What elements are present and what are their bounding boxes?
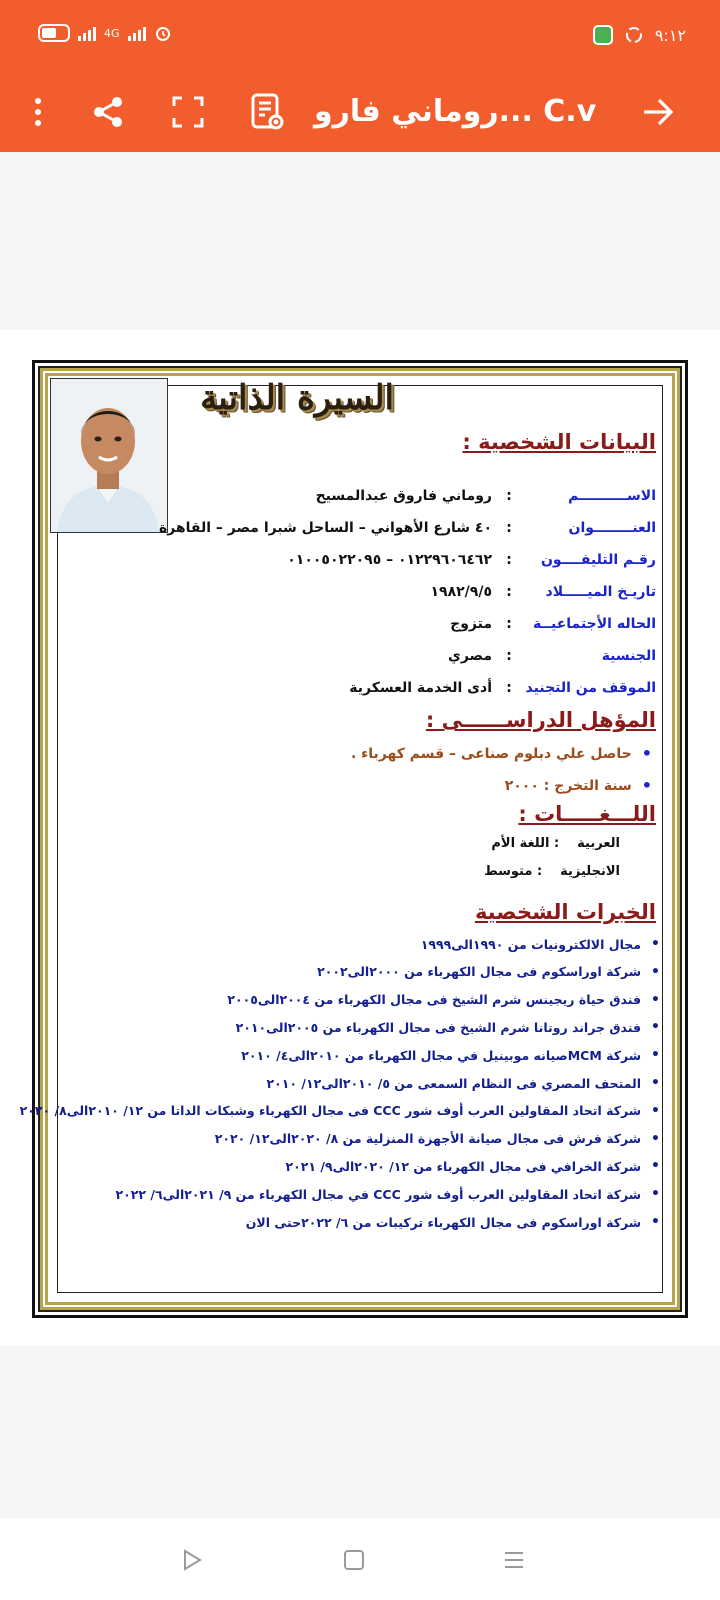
network-type: 4G <box>104 26 120 40</box>
bullet-icon: • <box>651 1130 660 1147</box>
education-heading: المؤهل الدراســــــى : <box>425 708 656 732</box>
experience-item-text: فندق حياة ريجينس شرم الشيخ فى مجال الكهرباء من ٢٠٠٤الى٢٠٠٥ <box>227 992 642 1008</box>
bullet-icon: • <box>651 1186 660 1203</box>
personal-row <box>136 612 656 636</box>
experience-item <box>286 1158 660 1174</box>
personal-row-separator: : <box>506 488 512 504</box>
experience-item-text: فندق جراند روتانا شرم الشيخ فى مجال الكهرباء من ٢٠٠٥الى٢٠١٠ <box>235 1019 642 1035</box>
bullet-icon: • <box>641 744 652 763</box>
bullet-icon: • <box>651 1158 660 1175</box>
signal-icon-2 <box>128 25 146 41</box>
navigation-bar <box>0 1518 720 1600</box>
personal-heading: البيانات الشخصية : <box>462 430 656 454</box>
personal-row-separator: : <box>506 520 512 536</box>
personal-row-value: ٠١٢٢٩٦٠٦٤٦٢ – ٠١٠٠٥٠٢٢٠٩٥ <box>287 552 492 568</box>
language-name: الانجليزية <box>560 864 620 879</box>
back-nav-icon[interactable] <box>170 1538 214 1582</box>
personal-row-separator: : <box>506 584 512 600</box>
share-icon[interactable] <box>82 86 134 138</box>
profile-photo <box>50 378 168 533</box>
bullet-icon: • <box>651 1214 660 1230</box>
app-notification-icon <box>593 25 613 45</box>
personal-row-label: الحاله الأجتماعيــة <box>532 616 656 632</box>
personal-row-label: العنــــــــوان <box>568 520 656 536</box>
personal-row-value: أدى الخدمة العسكرية <box>349 680 492 696</box>
recents-nav-icon[interactable] <box>492 1538 536 1582</box>
experience-item-text: شركة MCMصيانه موبينيل في مجال الكهرباء من ٢٠١٠الى٤/ ٢٠١٠ <box>241 1047 642 1063</box>
personal-row <box>136 580 656 604</box>
experience-item-text: المتحف المصري فى النظام السمعى من ٥/ ٢٠١٠الى١٢/ ٢٠١٠ <box>266 1075 642 1091</box>
personal-row-label: تاريـخ الميـــــلاد <box>545 584 656 600</box>
document-page[interactable] <box>0 330 720 1346</box>
experience-item <box>246 1214 660 1230</box>
education-item-text: سنة التخرج : ٢٠٠٠ <box>504 777 632 794</box>
sync-icon <box>623 24 645 46</box>
education-item <box>351 744 652 763</box>
experience-item <box>317 964 660 980</box>
personal-row-label: رقـم التليفــــون <box>540 552 656 568</box>
clock: ٩:١٢ <box>654 25 686 45</box>
bullet-icon: • <box>651 1047 660 1064</box>
personal-row-separator: : <box>506 552 512 568</box>
personal-row-separator: : <box>506 648 512 664</box>
status-right <box>593 24 686 46</box>
experience-item-text: شركة اتحاد المقاولين العرب أوف شور CCC فى مجال الكهرباء وشبكات الداتا من ١٢/ ٢٠١٠الى٨/ ٢٠٢٠ <box>19 1103 642 1119</box>
experience-item <box>267 1075 660 1091</box>
fullscreen-icon[interactable] <box>162 86 214 138</box>
experience-item-text: شركة اوراسكوم فى مجال الكهرباء تركيبات من ٦/ ٢٠٢٢حتى الان <box>245 1214 642 1230</box>
experience-item <box>421 936 660 952</box>
experience-item-text: شركة الخرافي فى مجال الكهرباء من ١٢/ ٢٠٢٠الى٩/ ٢٠٢١ <box>285 1158 642 1174</box>
personal-row-value: روماني فاروق عبدالمسيح <box>315 488 492 504</box>
languages-heading: اللـــغـــــات : <box>518 802 656 826</box>
toolbar <box>0 72 720 152</box>
forward-arrow-icon[interactable] <box>632 86 684 138</box>
signal-icon <box>78 25 96 41</box>
experience-item <box>215 1131 660 1147</box>
experience-item-text: مجال الالكترونيات من ١٩٩٠الى١٩٩٩ <box>420 936 642 952</box>
personal-row <box>136 516 656 540</box>
language-item <box>484 864 620 879</box>
personal-row-label: الموقف من التجنيد <box>525 680 656 696</box>
personal-row <box>136 484 656 508</box>
bullet-icon: • <box>651 1019 660 1036</box>
bullet-icon: • <box>651 963 660 980</box>
personal-row-value: متزوج <box>450 616 492 632</box>
language-name: العربية <box>577 836 620 851</box>
bullet-icon: • <box>651 1102 660 1119</box>
document-title: روماني فارو... C.v <box>314 94 597 129</box>
experience-item-text: شركة اتحاد المقاولين العرب أوف شور CCC في مجال الكهرباء من ٩/ ٢٠٢١الى٦/ ٢٠٢٢ <box>115 1186 642 1202</box>
viewer-background-bottom <box>0 1346 720 1518</box>
experience-heading: الخبرات الشخصية <box>474 900 656 924</box>
cv-content <box>0 330 720 1346</box>
personal-row <box>136 644 656 668</box>
bullet-icon: • <box>651 991 660 1008</box>
bullet-icon: • <box>651 936 660 952</box>
personal-row <box>136 676 656 700</box>
personal-row <box>136 548 656 572</box>
cv-title: السيرة الذاتية <box>200 378 394 418</box>
reader-view-icon[interactable] <box>242 86 294 138</box>
personal-row-value: مصري <box>447 648 492 664</box>
education-item-text: حاصل علي دبلوم صناعى – قسم كهرباء . <box>350 745 632 762</box>
language-item <box>491 836 620 851</box>
experience-item-text: شركة اوراسكوم فى مجال الكهرباء من ٢٠٠٠الى٢٠٠٢ <box>317 964 642 980</box>
viewer-background-top <box>0 152 720 330</box>
experience-item <box>116 1186 660 1202</box>
personal-row-label: الاســــــــــم <box>568 488 656 504</box>
alarm-icon <box>154 24 172 42</box>
personal-row-value: ١٩٨٢/٩/٥ <box>430 584 492 600</box>
experience-item <box>241 1047 660 1063</box>
education-item <box>505 776 652 795</box>
battery-icon <box>38 24 70 42</box>
home-nav-icon[interactable] <box>332 1538 376 1582</box>
status-left <box>38 24 172 42</box>
more-vert-icon[interactable] <box>12 86 64 138</box>
personal-row-value: ٤٠ شارع الأهواني – الساحل شبرا مصر – القاهرة <box>158 520 492 536</box>
bullet-icon: • <box>641 776 652 795</box>
experience-item <box>227 992 660 1008</box>
language-level: : اللغة الأم <box>491 836 560 851</box>
language-level: : متوسط <box>484 864 543 879</box>
status-bar <box>0 0 720 72</box>
experience-item <box>20 1103 660 1119</box>
experience-item <box>236 1019 660 1035</box>
experience-item-text: شركة فرش فى مجال صيانة الأجهزة المنزلية من ٨/ ٢٠٢٠الى١٢/ ٢٠٢٠ <box>214 1131 642 1147</box>
bullet-icon: • <box>651 1075 660 1091</box>
personal-row-separator: : <box>506 616 512 632</box>
personal-row-label: الجنسية <box>601 648 656 664</box>
personal-row-separator: : <box>506 680 512 696</box>
